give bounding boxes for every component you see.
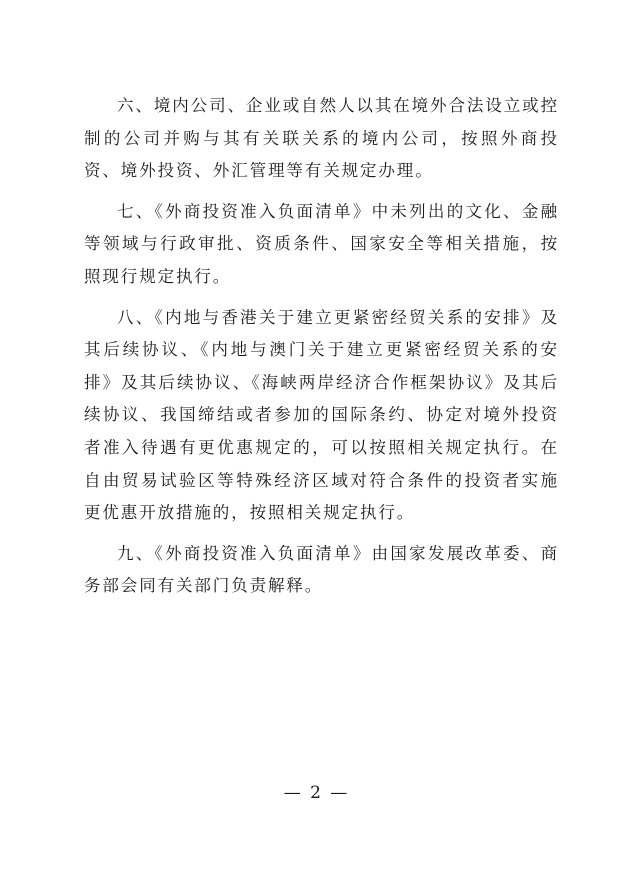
document-body	[84, 90, 559, 611]
page-number: — 2 —	[283, 783, 350, 803]
paragraph-item-6: 六、境内公司、企业或自然人以其在境外合法设立或控制的公司并购与其有关联关系的境内公司，按照外商投资、境外投资、外汇管理等有关规定办理。	[84, 96, 559, 181]
paragraph-item-7: 七、《外商投资准入负面清单》中未列出的文化、金融等领域与行政审批、资质条件、国家安全等相关措施，按照现行规定执行。	[84, 201, 559, 286]
paragraph-item-8: 八、《内地与香港关于建立更紧密经贸关系的安排》及其后续协议、《内地与澳门关于建立更紧密经贸关系的安排》及其后续协议、《海峡两岸经济合作框架协议》及其后续协议、我国缔结或者参加的国际条约、协定对境外投资者准入待遇有更优惠规定的，可以按照相关规定执行。在自由贸易试验区等特殊经济区域对符合条件的投资者实施更优惠开放措施的，按照相关规定执行。	[84, 307, 559, 523]
paragraph-item-9: 九、《外商投资准入负面清单》由国家发展改革委、商务部会同有关部门负责解释。	[84, 543, 559, 596]
